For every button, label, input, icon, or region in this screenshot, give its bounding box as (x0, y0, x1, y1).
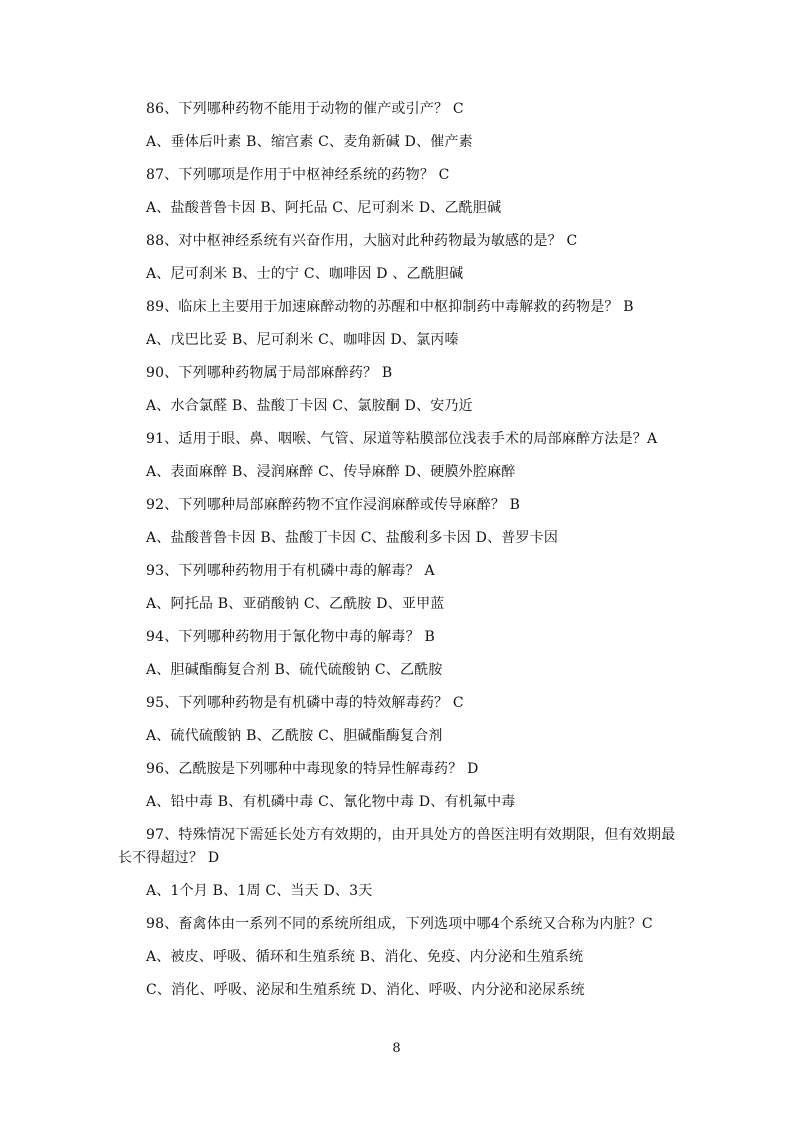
question-93: 93、下列哪种药物用于有机磷中毒的解毒？ A (146, 563, 435, 579)
question-96: 96、乙酰胺是下列哪种中毒现象的特异性解毒药？ D (146, 761, 479, 777)
question-87: 87、下列哪项是作用于中枢神经系统的药物？ C (146, 167, 450, 183)
question-98: 98、畜禽体由一系列不同的系统所组成，下列选项中哪4个系统又合称为内脏？C (146, 916, 653, 932)
question-90: 90、下列哪种药物属于局部麻醉药？ B (146, 365, 393, 381)
question-list (118, 98, 678, 1012)
options-95: A、硫代硫酸钠 B、乙酰胺 C、胆碱酯酶复合剂 (146, 728, 443, 744)
options-90: A、水合氯醛 B、盐酸丁卡因 C、氯胺酮 D、安乃近 (146, 398, 473, 414)
options-92: A、盐酸普鲁卡因 B、盐酸丁卡因 C、盐酸利多卡因 D、普罗卡因 (146, 530, 559, 546)
question-86: 86、下列哪种药物不能用于动物的催产或引产？ C (146, 101, 464, 117)
options-98-cd: C、消化、呼吸、泌尿和生殖系统 D、消化、呼吸、内分泌和泌尿系统 (146, 982, 585, 998)
question-97: 97、特殊情况下需延长处方有效期的，由开具处方的兽医注明有效期限，但有效期最长不得超过？ D (118, 827, 676, 866)
options-88: A、尼可刹米 B、士的宁 C、咖啡因 D 、乙酰胆碱 (146, 266, 464, 282)
options-96: A、铅中毒 B、有机磷中毒 C、氰化物中毒 D、有机氟中毒 (146, 794, 516, 810)
options-91: A、表面麻醉 B、浸润麻醉 C、传导麻醉 D、硬膜外腔麻醉 (146, 464, 516, 480)
page-number: 8 (392, 1041, 401, 1056)
question-95: 95、下列哪种药物是有机磷中毒的特效解毒药？ C (146, 695, 464, 711)
options-87: A、盐酸普鲁卡因 B、阿托品 C、尼可刹米 D、乙酰胆碱 (146, 200, 502, 216)
question-88: 88、对中枢神经系统有兴奋作用，大脑对此种药物最为敏感的是？ C (146, 233, 578, 249)
options-93: A、阿托品 B、亚硝酸钠 C、乙酰胺 D、亚甲蓝 (146, 596, 445, 612)
options-94: A、胆碱酯酶复合剂 B、硫代硫酸钠 C、乙酰胺 (146, 662, 443, 678)
question-94: 94、下列哪种药物用于氰化物中毒的解毒？ B (146, 629, 435, 645)
question-92: 92、下列哪种局部麻醉药物不宜作浸润麻醉或传导麻醉？ B (146, 497, 521, 513)
question-89: 89、临床上主要用于加速麻醉动物的苏醒和中枢抑制药中毒解救的药物是？ B (146, 299, 634, 315)
options-86: A、垂体后叶素 B、缩宫素 C、麦角新碱 D、催产素 (146, 134, 473, 150)
options-97: A、1个月 B、1周 C、当天 D、3天 (146, 883, 373, 899)
question-91: 91、适用于眼、鼻、咽喉、气管、尿道等粘膜部位浅表手术的局部麻醉方法是？A (146, 431, 658, 447)
options-98-ab: A、被皮、呼吸、循环和生殖系统 B、消化、免疫、内分泌和生殖系统 (146, 949, 584, 965)
options-89: A、戊巴比妥 B、尼可刹米 C、咖啡因 D、氯丙嗪 (146, 332, 459, 348)
